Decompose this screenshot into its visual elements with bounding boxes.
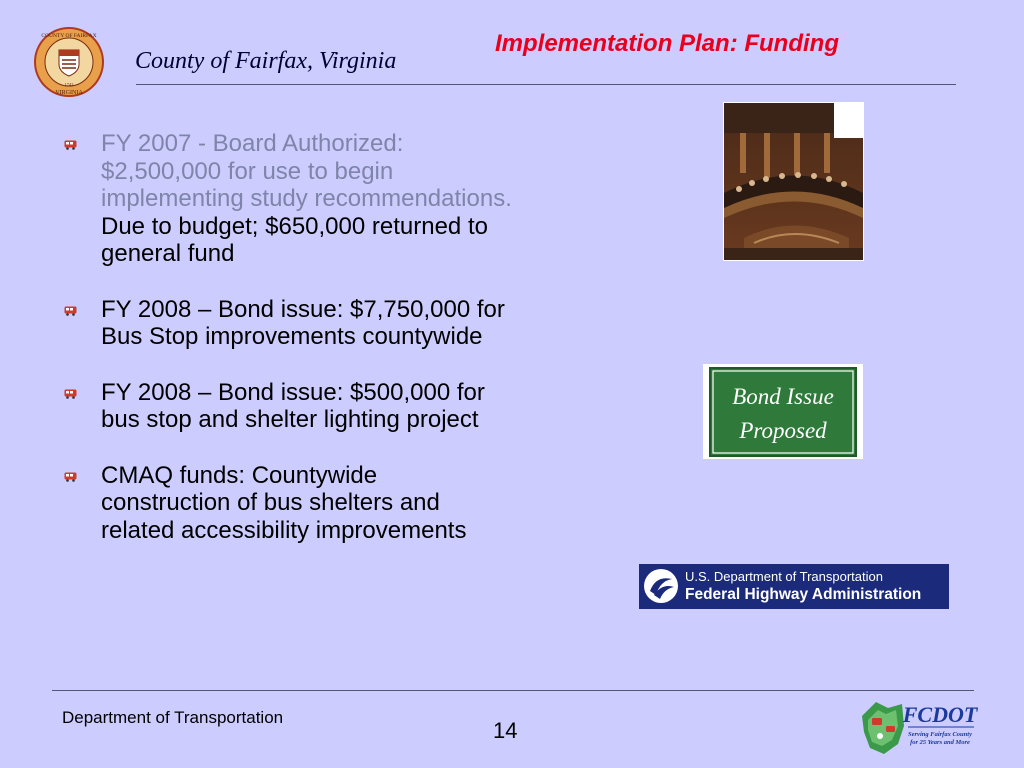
bullet-text-line: Bus Stop improvements countywide (101, 323, 483, 350)
bullet-list (64, 130, 604, 572)
bullet-item (64, 462, 604, 545)
fhwa-logo (639, 564, 949, 609)
page-number: 14 (493, 718, 518, 743)
sign-text-line-1: Bond Issue (732, 384, 834, 409)
bullet-text-line: implementing study recommendations. (101, 185, 512, 212)
bus-bullet-icon (64, 306, 77, 316)
bullet-text-line: FY 2008 – Bond issue: $500,000 for (101, 378, 485, 406)
bullet-text-line: $2,500,000 for use to begin (101, 157, 394, 185)
bus-bullet-icon (64, 140, 77, 150)
slide-title: Implementation Plan: Funding (495, 30, 839, 57)
bullet-text-line: FY 2008 – Bond issue: $7,750,000 for (101, 295, 505, 323)
fcdot-logo (858, 696, 978, 758)
fhwa-administration-text: Federal Highway Administration (685, 586, 922, 603)
bond-issue-sign (703, 364, 863, 459)
fhwa-department-text: U.S. Department of Transportation (685, 569, 883, 584)
bullet-text-line: CMAQ funds: Countywide (101, 461, 378, 489)
bullet-item (64, 296, 604, 351)
bullet-item (64, 130, 604, 268)
bullet-text-line: Due to budget; $650,000 returned to (101, 212, 488, 240)
footer-department: Department of Transportation (62, 708, 284, 727)
fcdot-tagline-1: Serving Fairfax County (908, 731, 972, 738)
bus-bullet-icon (64, 389, 77, 399)
header-divider (136, 84, 956, 85)
sign-text-line-2: Proposed (739, 418, 827, 443)
seal-top-text: COUNTY OF FAIRFAX (41, 33, 97, 39)
bullet-text-line: FY 2007 - Board Authorized: (101, 130, 404, 157)
seal-bottom-text: VIRGINIA (55, 90, 83, 96)
usdot-emblem-icon (642, 567, 680, 605)
bullet-text-line: bus stop and shelter lighting project (101, 406, 479, 433)
board-meeting-photo (723, 102, 864, 261)
fcdot-name: FCDOT (902, 702, 978, 727)
seal-year: 1742 (64, 82, 74, 87)
bullet-text-line: related accessibility improvements (101, 516, 467, 544)
bus-bullet-icon (64, 472, 77, 482)
bullet-text-line: general fund (101, 240, 235, 267)
bullet-item (64, 379, 604, 434)
county-seal (33, 26, 105, 98)
footer-divider (52, 690, 974, 691)
county-name: County of Fairfax, Virginia (135, 48, 397, 74)
fcdot-tagline-2: for 25 Years and More (910, 739, 970, 746)
bullet-text-line: construction of bus shelters and (101, 489, 440, 516)
